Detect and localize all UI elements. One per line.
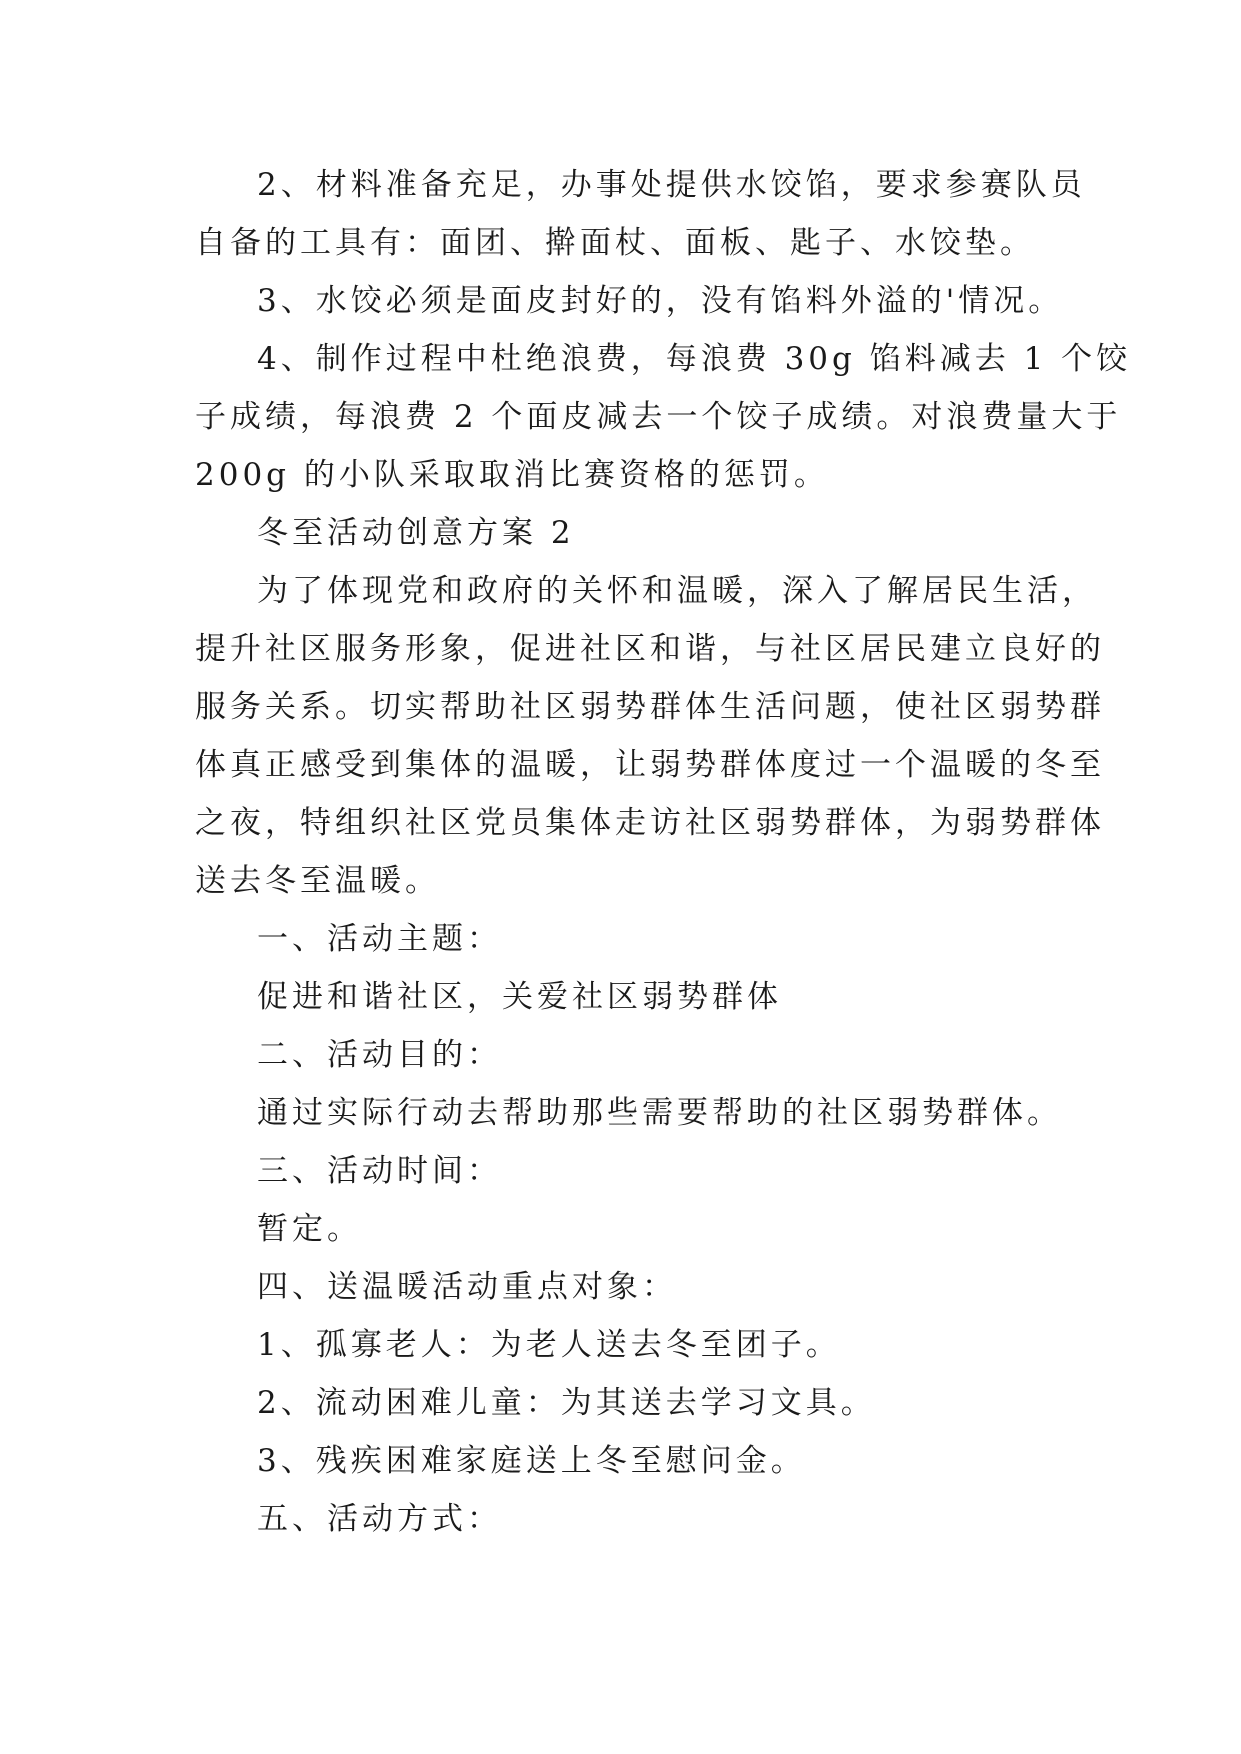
paragraph-line: 2、材料准备充足，办事处提供水饺馅，要求参赛队员 [257,167,1086,203]
section-heading: 二、活动目的： [257,1037,502,1073]
list-item: 1、孤寡老人：为老人送去冬至团子。 [257,1327,841,1363]
list-item: 2、流动困难儿童：为其送去学习文具。 [257,1385,876,1421]
paragraph-line: 子成绩，每浪费 2 个面皮减去一个饺子成绩。对浪费量大于 [195,399,1122,435]
paragraph-line: 为了体现党和政府的关怀和温暖，深入了解居民生活， [257,573,1097,609]
section-heading: 一、活动主题： [257,921,502,957]
paragraph-line: 200g 的小队采取取消比赛资格的惩罚。 [195,457,829,493]
section-heading: 五、活动方式： [257,1501,502,1537]
list-item: 3、残疾困难家庭送上冬至慰问金。 [257,1443,806,1479]
paragraph-line: 暂定。 [257,1211,362,1247]
paragraph-line: 服务关系。切实帮助社区弱势群体生活问题，使社区弱势群 [195,689,1105,725]
paragraph-line: 4、制作过程中杜绝浪费，每浪费 30g 馅料减去 1 个饺 [257,341,1132,377]
paragraph-line: 促进和谐社区，关爱社区弱势群体 [257,979,782,1015]
paragraph-line: 3、水饺必须是面皮封好的，没有馅料外溢的'情况。 [257,283,1064,319]
section-heading: 三、活动时间： [257,1153,502,1189]
paragraph-line: 通过实际行动去帮助那些需要帮助的社区弱势群体。 [257,1095,1062,1131]
paragraph-line: 提升社区服务形象，促进社区和谐，与社区居民建立良好的 [195,631,1105,667]
paragraph-line: 送去冬至温暖。 [195,863,440,899]
paragraph-line: 自备的工具有：面团、擀面杖、面板、匙子、水饺垫。 [195,225,1035,261]
section-title: 冬至活动创意方案 2 [257,515,575,551]
paragraph-line: 之夜，特组织社区党员集体走访社区弱势群体，为弱势群体 [195,805,1105,841]
paragraph-line: 体真正感受到集体的温暖，让弱势群体度过一个温暖的冬至 [195,747,1105,783]
section-heading: 四、送温暖活动重点对象： [257,1269,677,1305]
